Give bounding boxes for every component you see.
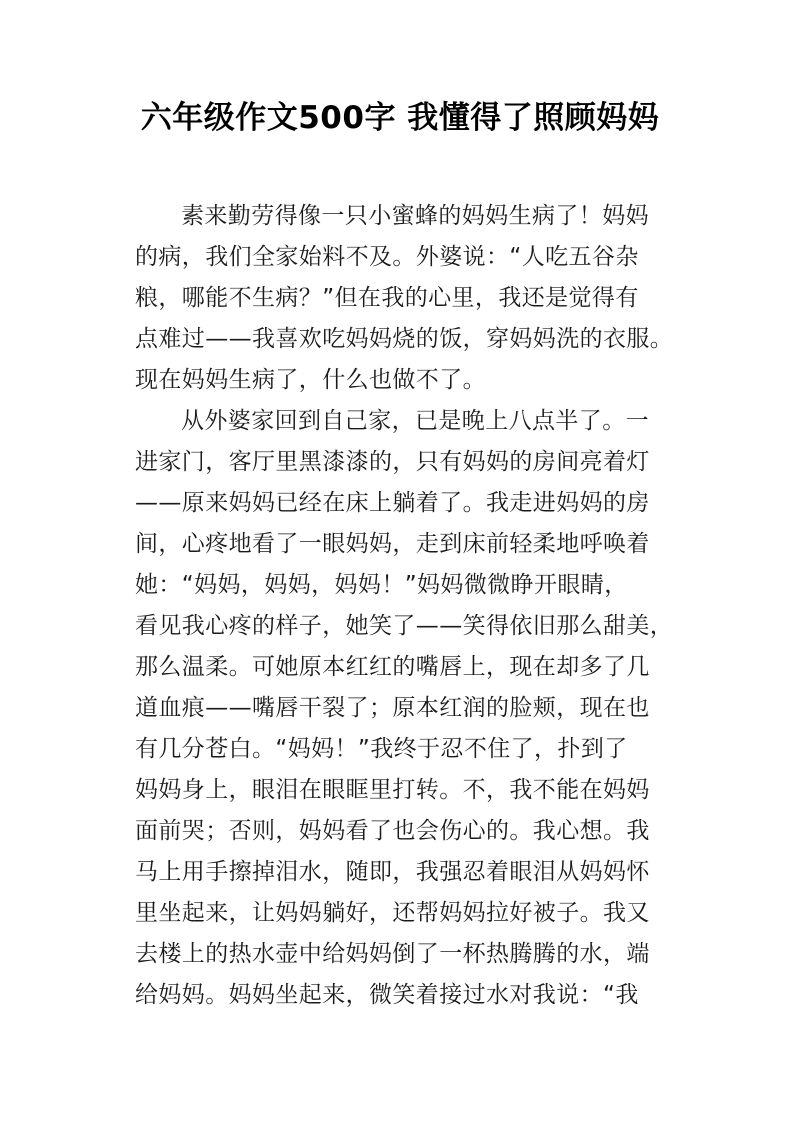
text-line: ——原来妈妈已经在床上躺着了。我走进妈妈的房 (135, 490, 650, 516)
text-line: 从外婆家回到自己家，已是晚上八点半了。一 (181, 408, 649, 434)
text-line: 她：“妈妈，妈妈，妈妈！”妈妈微微睁开眼睛， (135, 572, 628, 598)
text-line: 给妈妈。妈妈坐起来，微笑着接过水对我说：“我 (135, 982, 639, 1008)
text-line: 看见我心疼的样子，她笑了——笑得依旧那么甜美， (135, 613, 674, 639)
text-line: 面前哭；否则，妈妈看了也会伤心的。我心想。我 (135, 818, 650, 844)
text-line: 妈妈身上，眼泪在眼眶里打转。不，我不能在妈妈 (135, 777, 650, 803)
text-line: 进家门，客厅里黑漆漆的，只有妈妈的房间亮着灯 (135, 449, 650, 475)
text-line: 素来勤劳得像一只小蜜蜂的妈妈生病了！妈妈 (181, 203, 649, 229)
document-body (135, 196, 680, 1016)
text-line: 粮，哪能不生病？”但在我的心里，我还是觉得有 (135, 285, 639, 311)
text-line: 有几分苍白。“妈妈！”我终于忍不住了，扑到了 (135, 736, 628, 762)
text-line: 那么温柔。可她原本红红的嘴唇上，现在却多了几 (135, 654, 650, 680)
text-line: 现在妈妈生病了，什么也做不了。 (135, 367, 486, 393)
text-line: 的病，我们全家始料不及。外婆说：“人吃五谷杂 (135, 244, 639, 270)
paragraph-2 (135, 401, 680, 1016)
text-line: 间，心疼地看了一眼妈妈，走到床前轻柔地呼唤着 (135, 531, 650, 557)
text-line: 道血痕——嘴唇干裂了；原本红润的脸颊，现在也 (135, 695, 650, 721)
text-line: 马上用手擦掉泪水，随即，我强忍着眼泪从妈妈怀 (135, 859, 650, 885)
paragraph-1 (135, 196, 680, 401)
text-line: 里坐起来，让妈妈躺好，还帮妈妈拉好被子。我又 (135, 900, 650, 926)
text-line: 去楼上的热水壶中给妈妈倒了一杯热腾腾的水，端 (135, 941, 650, 967)
text-line: 点难过——我喜欢吃妈妈烧的饭，穿妈妈洗的衣服。 (135, 326, 674, 352)
document-title: 六年级作文500字 我懂得了照顾妈妈 (140, 100, 660, 136)
